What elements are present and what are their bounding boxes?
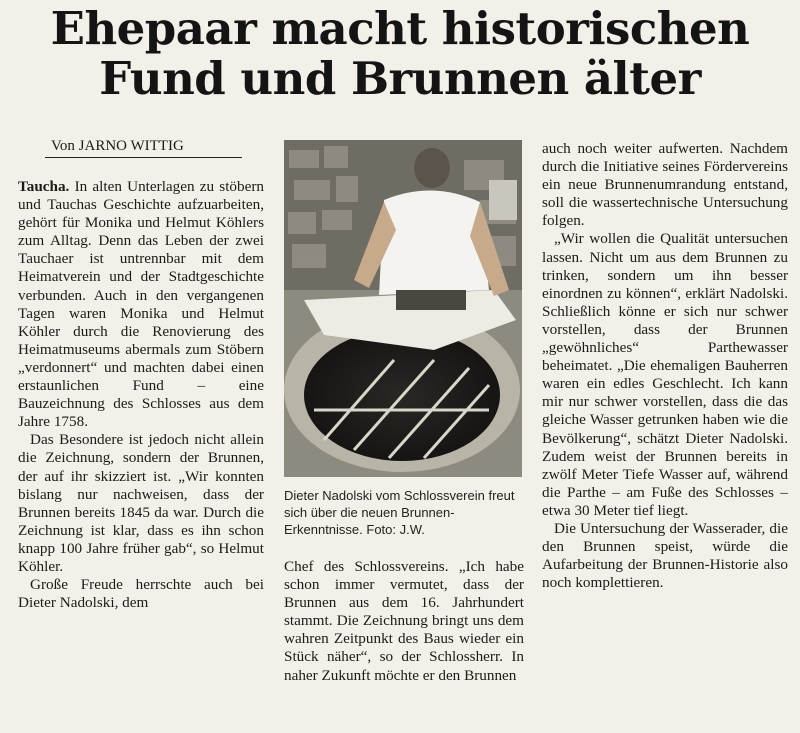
headline-line-2: Fund und Brunnen älter	[99, 52, 701, 105]
paragraph-2: Das Besondere ist jedoch nicht allein die Zeichnung, sondern der Brunnen, der auf ihr skizziert ist. „Wir konnten bislang nur nachweisen, dass der Brunnen bereits 1845 da war. Durch die Zeichnung ist klar, dass es ihn schon knapp 100 Jahre früher gab“, so Helmut Köhler.	[18, 431, 264, 575]
paragraph-4: Chef des Schlossvereins. „Ich habe schon immer vermutet, dass der Brunnen aus dem 16. Jahrhundert stammt. Die Zeichnung bringt uns dem wahren Zeitpunkt des Baus wieder ein Stück näher“, so der Schlossherr. In naher Zukunft möchte er den Brunnen	[284, 558, 524, 684]
dateline-place: Taucha.	[18, 178, 70, 195]
headline-line-1: Ehepaar macht historischen	[50, 2, 750, 55]
photo-caption: Dieter Nadolski vom Schlossverein freut sich über die neuen Brunnen-Erkenntnisse. Foto: J.W.	[284, 488, 515, 537]
paragraph-1	[18, 178, 264, 431]
article-column-3	[542, 140, 788, 592]
paragraph-7: Die Untersuchung der Wasserader, die den Brunnen speist, würde die Aufarbeitung der Brunnen-Historie also noch komplettieren.	[542, 519, 788, 592]
paragraph-5: auch noch weiter aufwerten. Nachdem durch die Initiative seines Fördervereins ein neue Brunnenumrandung entstand, soll die wassertechnische Untersuchung folgen.	[542, 140, 788, 230]
byline: Von JARNO WITTIG	[45, 137, 242, 158]
photo-illustration	[284, 140, 522, 477]
paragraph-3: Große Freude herrschte auch bei Dieter Nadolski, dem	[18, 576, 264, 612]
paragraph-1-text: In alten Unterlagen zu stöbern und Tauchas Geschichte aufzuarbeiten, gehört für Monika und Helmut Köhlers zum Alltag. Denn das Leben der zwei Tauchaer ist untrennbar mit dem Heimatverein und der Stadtgeschichte verbunden. Auch in den vergangenen Tagen waren Monika und Helmut Köhler durch die Renovierung des Heimatmuseums abermals zum Stöbern „verdonnert“ und machten dabei einen erstaunlichen Fund – eine Bauzeichnung des Schlosses aus dem Jahre 1758.	[18, 178, 265, 431]
paragraph-6: „Wir wollen die Qualität untersuchen lassen. Nicht um aus dem Brunnen zu trinken, sondern um ihn besser einordnen zu können“, erklärt Nadolski. Schließlich könne er sich nur schwer vorstellen, dass der Brunnen „gewöhnliches“ Parthewasser beheimatet. „Die ehemaligen Bauherren waren ein edles Geschlecht. Ich kann mir nur schwer vorstellen, dass die das gleiche Wasser getrunken haben wie die Bevölkerung“, schätzt Dieter Nadolski. Zudem weist der Brunnen bereits in zwölf Meter Tiefe Wasser auf, während die Parthe – am Fuße des Schlosses – etwa 30 Meter tief liegt.	[542, 230, 788, 519]
photo-man-at-well	[284, 140, 522, 477]
article-column-1	[18, 178, 264, 612]
article-column-2	[284, 558, 524, 685]
headline	[0, 4, 800, 104]
